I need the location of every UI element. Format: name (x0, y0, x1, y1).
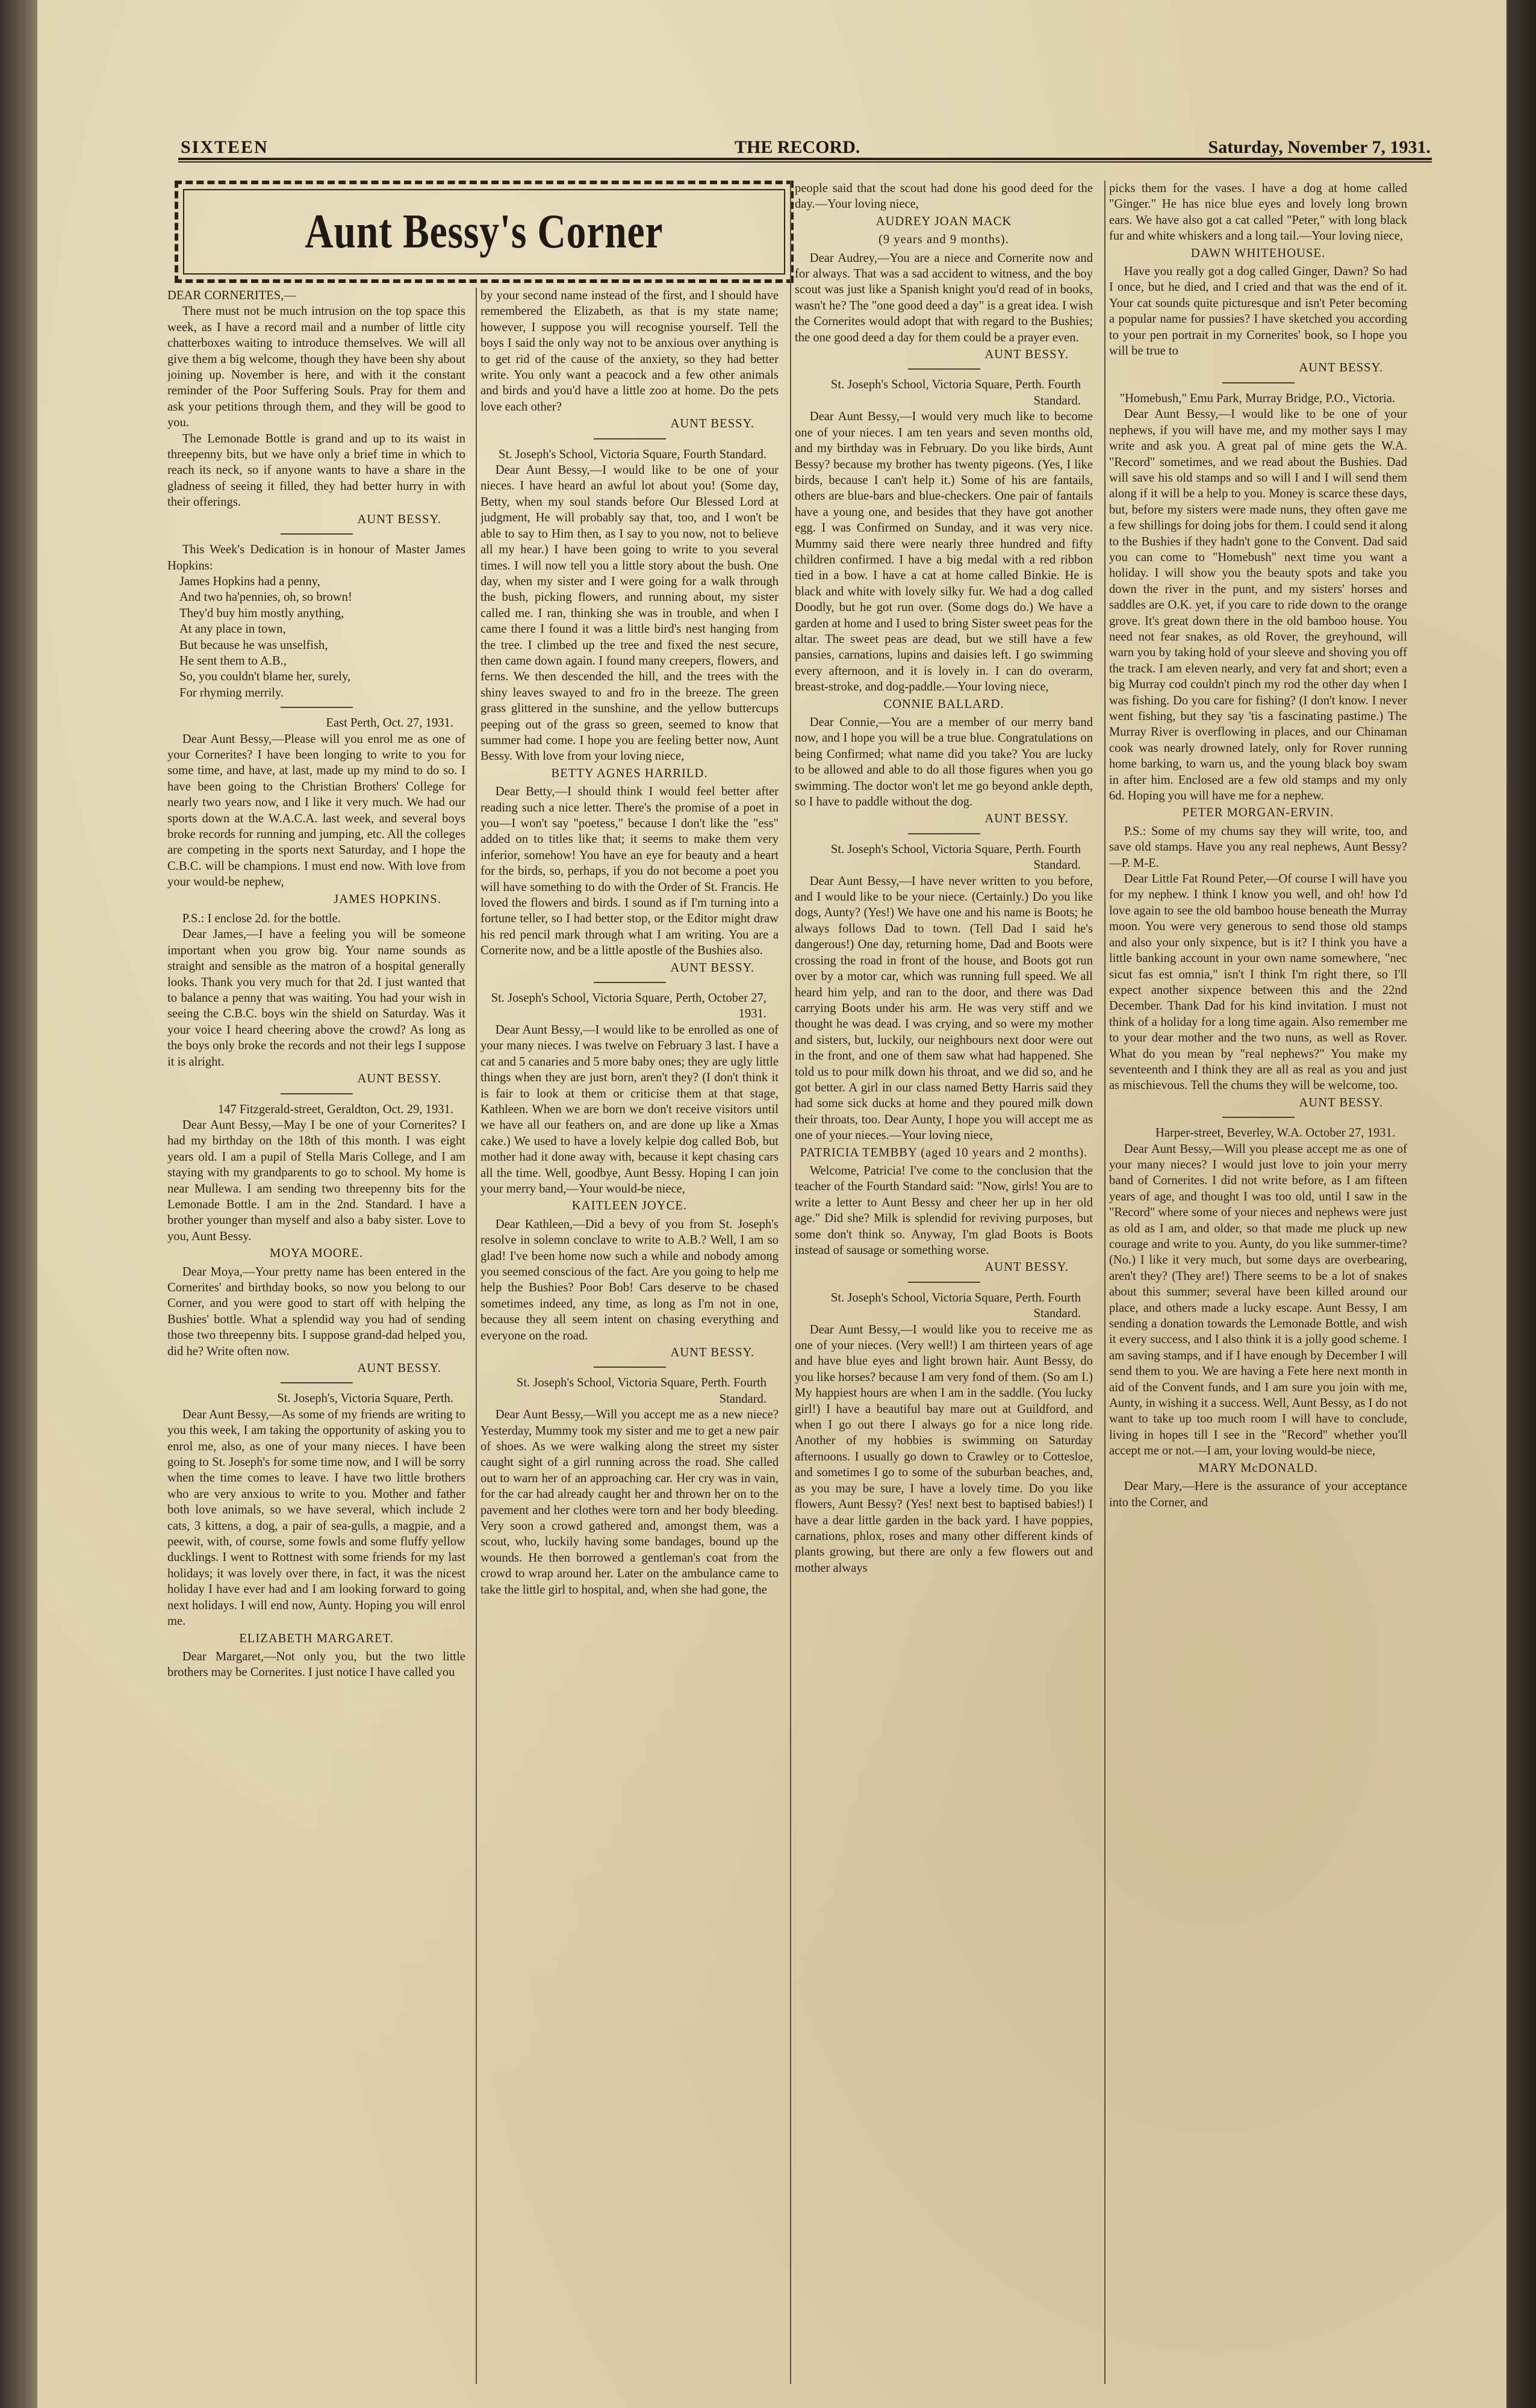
poem-line: They'd buy him mostly anything, (179, 606, 344, 620)
letter-paragraph: Dear Aunt Bessy,—I would like to be one of your nephews, if you will have me, and my mother says I may write and ask you. A great pal of mine gets the W.A. "Record" sometimes, and we read about the Bushies. Dad will save his old stamps and so will I and I will send them along if it will be a help to you. Money is scarce these days, but, before my sisters were made nuns, they often gave me a few shillings for doing jobs for them. I could send it along to the Bushies if they hadn't gone to the Convent. Dad said you can come to "Homebush" next time you want a holiday. I will show you the beauty spots and take you down the river in the punt, and my sisters' horses and saddles are O.K. yet, if you care to ride down to the orange grove. It's great down there in the old bamboo house. You need not fear snakes, as old Rover, the greyhound, will warn you by taking hold of your sleeve and shoving you off the track. I am eleven nearly, and very fat and short; even a big Murray cod couldn't pinch my rod the other day when I was fishing. Do you care for fishing? (I don't know. I never went fishing, but they say 'tis a fascinating pastime.) The Murray River is overflowing in places, and our Chinaman cook was nearly drowned lately, only for Rover running home barking, to warn us, and the young black boy swam in after him. Enclosed are a few old stamps and my only 6d. Hoping you will have me for a nephew. (1109, 408, 1407, 803)
salutation: DEAR CORNERITES,— (167, 289, 296, 302)
separator-rule (281, 533, 353, 535)
letter-paragraph: Dear Margaret,—Not only you, but the two little brothers may be Cornerites. I just notice I have called you (167, 1649, 465, 1680)
column-rule (790, 181, 791, 2384)
continued-paragraph: people said that the scout had done his good deed for the day.—Your loving niece, (795, 182, 1093, 211)
letter-paragraph: Dear Moya,—Your pretty name has been entered in the Cornerites' and birthday books, so now you belong to our Corner, and you were good to start off with helping the Bushies' bottle. What a splendid way you had of sending those two threepenny bits. I suppose grand-dad helped you, did he? Write often now. (167, 1265, 465, 1358)
signature: AUNT BESSY. (357, 512, 441, 526)
address-line: St. Joseph's School, Victoria Square, Fourth Standard. (499, 447, 766, 461)
signature: JAMES HOPKINS. (334, 892, 441, 906)
signature: (9 years and 9 months). (878, 233, 1009, 247)
letter-paragraph: Dear Betty,—I should think I would feel better after reading such a nice letter. There's the promise of a poet in you—I won't say "poetess," because I don't like the "ess" added on to titles like that; it seems to make them very inferior, somehow! You have an eye for beauty and a heart for the birds, so, perhaps, if you do not become a poet you will have something to do with the Order of St. Francis. He loved the flowers and birds. I sound as if I'm turning into a fortune teller, so I had better stop, or the Editor might draw his red pencil mark through what I am writing. You are a Cornerite now, and be a little apostle of the Bushies also. (480, 785, 779, 958)
signature: AUNT BESSY. (1299, 361, 1383, 375)
poem-line: So, you couldn't blame her, surely, (179, 670, 351, 684)
address-line: St. Joseph's School, Victoria Square, Perth. Fourth Standard. (830, 842, 1081, 872)
signature: ELIZABETH MARGARET. (239, 1631, 394, 1645)
column-rule (476, 288, 477, 2384)
separator-rule (1222, 1117, 1295, 1118)
letter-paragraph: Dear Aunt Bessy,—I would like to be enrolled as one of your many nieces. I was twelve on February 3 last. I have a cat and 5 canaries and 5 more baby ones; they are ugly little things when they are just born, aren't they? (I don't think it is fair to look at them or criticise them at that stage, Kathleen. When we are born we don't receive visitors until we have all our feathers on, and are done up like a Xmas cake.) We used to have a lovely kelpie dog called Bob, but mother had it done away with, because it kept chasing cars all the time. Well, goodbye, Aunt Bessy. Hoping I can join your merry band,—Your would-be niece, (480, 1023, 779, 1196)
signature: MARY McDONALD. (1198, 1461, 1318, 1475)
poem-line: For rhyming merrily. (179, 686, 284, 700)
signature: AUNT BESSY. (984, 812, 1069, 826)
signature: DAWN WHITEHOUSE. (1190, 246, 1326, 260)
address-line: "Homebush," Emu Park, Murray Bridge, P.O., Victoria. (1119, 391, 1395, 405)
letter-paragraph: Dear Mary,—Here is the assurance of your acceptance into the Corner, and (1109, 1480, 1407, 1509)
letter-paragraph: There must not be much intrusion on the top space this week, as I have a record mail and a number of little city chatterboxes waiting to introduce themselves. We will all give them a big welcome, though they have been shy about joining up. November is here, and with it the constant reminder of the Poor Suffering Souls. Pray for them and ask your petitions through them, and they will be good to you. (167, 305, 465, 430)
address-line: St. Joseph's School, Victoria Square, Perth. Fourth Standard. (516, 1376, 766, 1406)
signature: KAITLEEN JOYCE. (571, 1199, 688, 1213)
letter-paragraph: P.S.: I enclose 2d. for the bottle. (182, 912, 341, 926)
signature: AUDREY JOAN MACK (875, 214, 1012, 228)
letter-paragraph: The Lemonade Bottle is grand and up to its waist in threepenny bits, but we have only a brief time in which to reach its neck, so if anyone wants to have a share in the gladness of seeing it filled, they had better hurry in with their offerings. (167, 432, 465, 509)
separator-rule (281, 1382, 353, 1383)
separator-rule (281, 1093, 353, 1094)
separator-rule (594, 982, 666, 983)
column-1 (167, 288, 465, 2384)
signature: AUNT BESSY. (1299, 1096, 1383, 1109)
separator-rule (908, 368, 980, 370)
column-4 (1109, 181, 1407, 2384)
poem-line: He sent them to A.B., (179, 654, 287, 668)
newspaper-name: THE RECORD. (735, 137, 860, 157)
signature: AUNT BESSY. (984, 1261, 1069, 1274)
section-title-box (175, 181, 794, 283)
separator-rule (281, 707, 353, 708)
separator-rule (1222, 382, 1295, 383)
issue-date: Saturday, November 7, 1931. (1208, 137, 1431, 157)
letter-paragraph: Dear James,—I have a feeling you will be someone important when you grow big. Your name sounds as straight and sensible as the matron of a hospital generally looks. Thank you very much for that 2d. I just wanted that to balance a penny that was waiting. You had your wish in seeing the C.B.C. boys win the shield on Saturday. Was it your voice I heard cheering above the crowd? As long as the boys only broke the records and not their legs I suppose it is alright. (167, 928, 465, 1069)
signature: MOYA MOORE. (269, 1247, 364, 1261)
address-line: St. Joseph's School, Victoria Square, Perth, October 27, 1931. (491, 991, 766, 1021)
letter-paragraph: P.S.: Some of my chums say they will write, too, and save old stamps. Have you any real nephews, Aunt Bessy?—P. M-E. (1109, 824, 1407, 870)
letter-paragraph: Dear Aunt Bessy,—I would like to be one of your nieces. I have heard an awful lot about you! (Some day, Betty, when my soul stands before Our Blessed Lord at judgment, He will probably say that, too, and I won't be able to say to Him then, as I say to you now, not to believe all my hear.) I have been going to write to you several times. I will now tell you a little story about the bush. One day, when my sister and I were going for a walk through the bush, picking flowers, and running about, my sister called me. I ran, thinking she was in trouble, and when I came there I found it was a little bird's nest hanging from the tree. I climbed up the tree and fixed the nest secure, then came down again. I found many creepers, flowers, and ferns. We then descended the hill, and the trees with the shiny leaves swayed to and fro in the breeze. The green grass glittered in the sunshine, and the yellow buttercups peeping out of the grass so green, seemed to know that summer had come. I hope you are feeling better now, Aunt Bessy. With love from your loving niece, (480, 464, 779, 763)
header-rule (178, 158, 1432, 163)
address-line: 147 Fitzgerald-street, Geraldton, Oct. 29, 1931. (217, 1102, 453, 1116)
column-3 (795, 181, 1093, 2384)
poem-line: At any place in town, (179, 622, 286, 636)
letter-paragraph: Welcome, Patricia! I've come to the conclusion that the teacher of the Fourth Standard said: "Now, girls! You are to write a letter to Aunt Bessy and cheer her up in her old age." Did she? Milk is splendid for reviving purposes, but some don't think so. Anyway, I'm glad Boots is Boots instead of sausage or something worse. (795, 1164, 1093, 1257)
poem-line: But because he was unselfish, (179, 638, 328, 652)
letter-paragraph: Dear Aunt Bessy,—I would like you to receive me as one of your nieces. (Very well!) I am thirteen years of age and have blue eyes and light brown hair. Aunt Bessy, do you like horses? because I am very fond of them. (So am I.) My happiest hours are when I am in the saddle. (You lucky girl!) I have a beautiful bay mare out at Guildford, and when I go out there I always go for a nice long ride. Another of my hobbies is swimming on Saturday afternoons. I usually go down to Crawley or to Cottesloe, and sometimes I go to some of the suburban beaches, and, as you may be sure, I have a lovely time. Do you like flowers, Aunt Bessy? (Yes! next best to baptised babies!) I have a dear little garden in the back yard. I have poppies, carnations, phlox, roses and many other different kinds of plants growing, but there are only a few flowers out and mother always (795, 1323, 1093, 1575)
letter-paragraph: Dear Aunt Bessy,—As some of my friends are writing to you this week, I am taking the opportunity of asking you to enrol me, also, as one of your many nieces. I have been going to St. Joseph's for some time now, and I will be sorry when the time comes to leave. I have two little brothers who are very anxious to write to you. Mother and father both love animals, so we have several, which include 2 cats, 3 kittens, a dog, a pair of sea-gulls, a magpie, and a peewit, with, of course, some fowls and some fluffy yellow ducklings. I went to Rottnest with some friends for my last holidays; it was lovely over there, in fact, it was the nicest holiday I have ever had and I am looking forward to going next holidays. I will end now, Aunty. Hoping you will enrol me. (167, 1407, 465, 1628)
letter-paragraph: Dear Kathleen,—Did a bevy of you from St. Joseph's resolve in solemn conclave to write to A.B.? Well, I am so glad! I've been home now such a while and nobody among you seemed conscious of the fact. Are you going to help me help the Bushies? Poor Bob! Cars deserve to be chased sometimes indeed, any time, as long as I'm not in one, because they all seem intent on chasing everything and everyone on the road. (480, 1217, 779, 1342)
letter-paragraph: Dear Connie,—You are a member of our merry band now, and I hope you will be a true blue. Congratulations on being Confirmed; what name did you take? You are lucky to be allowed and able to do all those figures when you go swimming. The doctor won't let me go beyond ankle depth, so I have to paddle without the dog. (795, 716, 1093, 809)
signature: AUNT BESSY. (670, 961, 754, 975)
letter-paragraph: This Week's Dedication is in honour of Master James Hopkins: (167, 543, 465, 573)
address-line: St. Joseph's School, Victoria Square, Perth. Fourth Standard. (830, 1291, 1081, 1321)
signature: AUNT BESSY. (670, 1346, 754, 1359)
address-line: Harper-street, Beverley, W.A. October 27, 1931. (1155, 1126, 1395, 1140)
section-title: Aunt Bessy's Corner (305, 205, 664, 258)
poem-line: And two ha'pennies, oh, so brown! (179, 591, 352, 604)
address-line: St. Joseph's School, Victoria Square, Perth. Fourth Standard. (830, 378, 1081, 408)
address-line: East Perth, Oct. 27, 1931. (326, 716, 453, 730)
column-rule (1104, 181, 1105, 2384)
poem (167, 574, 465, 701)
letter-paragraph: Dear Audrey,—You are a niece and Cornerite now and for always. That was a sad accident to witness, and the boy scout was just like a Spanish knight you'd read of in books, wasn't he? The "one good deed a day" is a great idea. I wish the Cornerites would adopt that with regard to the Bushies; the one good deed a day for them could be a prayer even. (795, 251, 1093, 344)
separator-rule (594, 438, 666, 439)
signature: CONNIE BALLARD. (883, 697, 1004, 711)
separator-rule (908, 833, 980, 834)
continued-paragraph: picks them for the vases. I have a dog at home called "Ginger." He has nice blue eyes and lovely long brown ears. We have also got a cat called "Peter," with long black fur and white whiskers and a long tail.—Your loving niece, (1109, 182, 1407, 243)
column-2 (480, 288, 779, 2384)
signature: AUNT BESSY. (984, 348, 1069, 362)
poem-line: James Hopkins had a penny, (179, 574, 320, 588)
letter-paragraph: Dear Aunt Bessy,—Please will you enrol me as one of your Cornerites? I have been longing to write to you for some time, and have, at last, made up my mind to do so. I have been going to the Christian Brothers' College for nearly two years now, and I like it very much. We had our sports down at the W.A.C.A. last week, and several boys broke records for running and jumping, etc. All the colleges are competing in the sports next Saturday, and I hope the C.B.C. will be champions. I must end now. With love from your would-be nephew, (167, 732, 465, 889)
letter-paragraph: Have you really got a dog called Ginger, Dawn? So had I once, but he died, and I cried and that was the end of it. Your cat sounds quite picturesque and isn't Peter becoming a popular name for pussies? I have sketched you according to your pen portrait in my Cornerites' book, so I hope you will be true to (1109, 265, 1407, 358)
separator-rule (594, 1367, 666, 1368)
signature: AUNT BESSY. (357, 1362, 441, 1375)
separator-rule (908, 1282, 980, 1283)
page-number: SIXTEEN (181, 137, 269, 157)
continued-paragraph: by your second name instead of the first, and I should have remembered the Elizabeth, as that is my state name; however, I suppose you will recognise yourself. Tell the boys I said the only way not to be anxious over anything is to get rid of the cause of the anxiety, so they had better write. You only want a peacock and a few other animals and birds and you'd have a little zoo at home. Do the pets love each other? (480, 289, 779, 414)
signature: AUNT BESSY. (357, 1072, 441, 1086)
signature: BETTY AGNES HARRILD. (551, 766, 708, 780)
signature: AUNT BESSY. (670, 417, 754, 431)
letter-paragraph: Dear Aunt Bessy,—Will you please accept me as one of your many nieces? I would just love to join your merry band of Cornerites. I did not write before, as I am fifteen years of age, and thought I was too old, until I saw in the "Record" where some of your nieces and nephews were just as old as I am, and older, so that made me pluck up new courage and write to you. Aunty, do you like summer-time? (No.) I like it very much, but some days are overbearing, aren't they? (They are!) There seems to be a lot of snakes about this summer; several have been killed around our place, and others made a lucky escape. Aunt Bessy, I am sending a donation towards the Lemonade Bottle, and wish it every success, and I also think it is a jolly good scheme. I am saving stamps, and if I have enough by December I will send them to you. We are having a Fete here next month in aid of the Convent funds, and I am sure you join with me, Aunty, in wishing it a success. Well, Aunt Bessy, as I do not want to take up too much room I will have to conclude, living in hopes till I see in the "Record" whether you'll accept me or not.—I am, your loving would-be niece, (1109, 1142, 1407, 1458)
signature: PATRICIA TEMBBY (aged 10 years and 2 months). (800, 1146, 1088, 1159)
letter-paragraph: Dear Aunt Bessy,—I have never written to you before, and I would like to be your niece. (Certainly.) Do you like dogs, Aunty? (Yes!) We have one and his name is Boots; he always follows Dad to town. (Tell Dad I said he's dangerous!) One day, returning home, Dad and Boots were crossing the road in front of the house, and Boots got run over by a motor car, which was running full speed. We all heard him yelp, and ran to the door, and there was Dad carrying Boots under his arm. He was very stiff and we thought he was dead. I was crying, and so were my mother and sisters, but, luckily, our neighbours next door were out in the front, and one of them saw what had happened. She told us to pour milk down his throat, and we did so, and he got better. A girl in our class named Betty Harris said they had some sick ducks at home and they poured milk down their throats, too. Dear Aunty, I hope you will accept me as one of your nieces.—Your loving niece, (795, 874, 1093, 1143)
scan-edge-left (0, 0, 42, 2408)
letter-paragraph: Dear Aunt Bessy,—I would very much like to become one of your nieces. I am ten years and seven months old, and my birthday was in February. Do you like birds, Aunt Bessy? because my brother has twenty pigeons. (Yes, I like birds, because I can't help it.) Some of his are fantails, others are blue-bars and blue-checkers. One pair of fantails have a young one, and besides that they have got another egg. I was Confirmed on Sunday, and it was very nice. Mummy said there were nearly three hundred and fifty children confirmed. I have a big medal with a red ribbon tied in a bow. I have a cat at home called Binkie. He is black and white with lovely silky fur. We had a dog called Doodly, but he got run over. (Some dogs do.) We have a garden at home and I used to bring Sister sweet peas for the altar. The sweet peas are dead, but we still have a few pansies, carnations, lupins and daisies left. I go swimming every afternoon, and it is lovely in. I can do overarm, breast-stroke, and dog-paddle.—Your loving niece, (795, 410, 1093, 694)
letter-paragraph: Dear Little Fat Round Peter,—Of course I will have you for my nephew. I think I know you well, and oh! how I'd love again to see the old bamboo house beneath the Murray moon. You were very generous to send those old stamps and also your only sixpence, but is it? I think you have a little banking account in your own name somewhere, "nec sicut fas est omnia," isn't I think I'm right there, so I'll expect another sixpence between this and the 22nd December. Thank Dad for his kind invitation. I must not think of a holiday for a long time again. Also remember me to your dear mother and the two nuns, as well as Rover. What do you mean by "real nephews?" You make my seventeenth and I think they are all as real as you and just as mischievous. Tell the chums they will be welcome, too. (1109, 872, 1407, 1093)
letter-paragraph: Dear Aunt Bessy,—May I be one of your Cornerites? I had my birthday on the 18th of this month. I was eight years old. I am a pupil of Stella Maris College, and I am staying with my grandparents to go to school. My home is near Mullewa. I am sending two threepenny bits for the Lemonade Bottle. I am in the 2nd. Standard. I have a brother younger than myself and also a baby sister. Love to you, Aunt Bessy. (167, 1118, 465, 1243)
signature: PETER MORGAN-ERVIN. (1182, 806, 1334, 820)
address-line: St. Joseph's, Victoria Square, Perth. (277, 1392, 453, 1406)
letter-paragraph: Dear Aunt Bessy,—Will you accept me as a new niece? Yesterday, Mummy took my sister and me to get a new pair of shoes. As we were walking along the street my sister caught sight of a girl running across the road. She called out to warn her of an approaching car. Her cry was in vain, for the car had already caught her and thrown her on to the pavement and her clothes were torn and her body bleeding. Very soon a crowd gathered and, amongst them, was a scout, who, luckily having some bandages, bound up the wounds. He then borrowed a gentleman's coat from the crowd to wrap around her. Later on the ambulance came to take the little girl to hospital, and, when she had gone, the (480, 1408, 779, 1597)
